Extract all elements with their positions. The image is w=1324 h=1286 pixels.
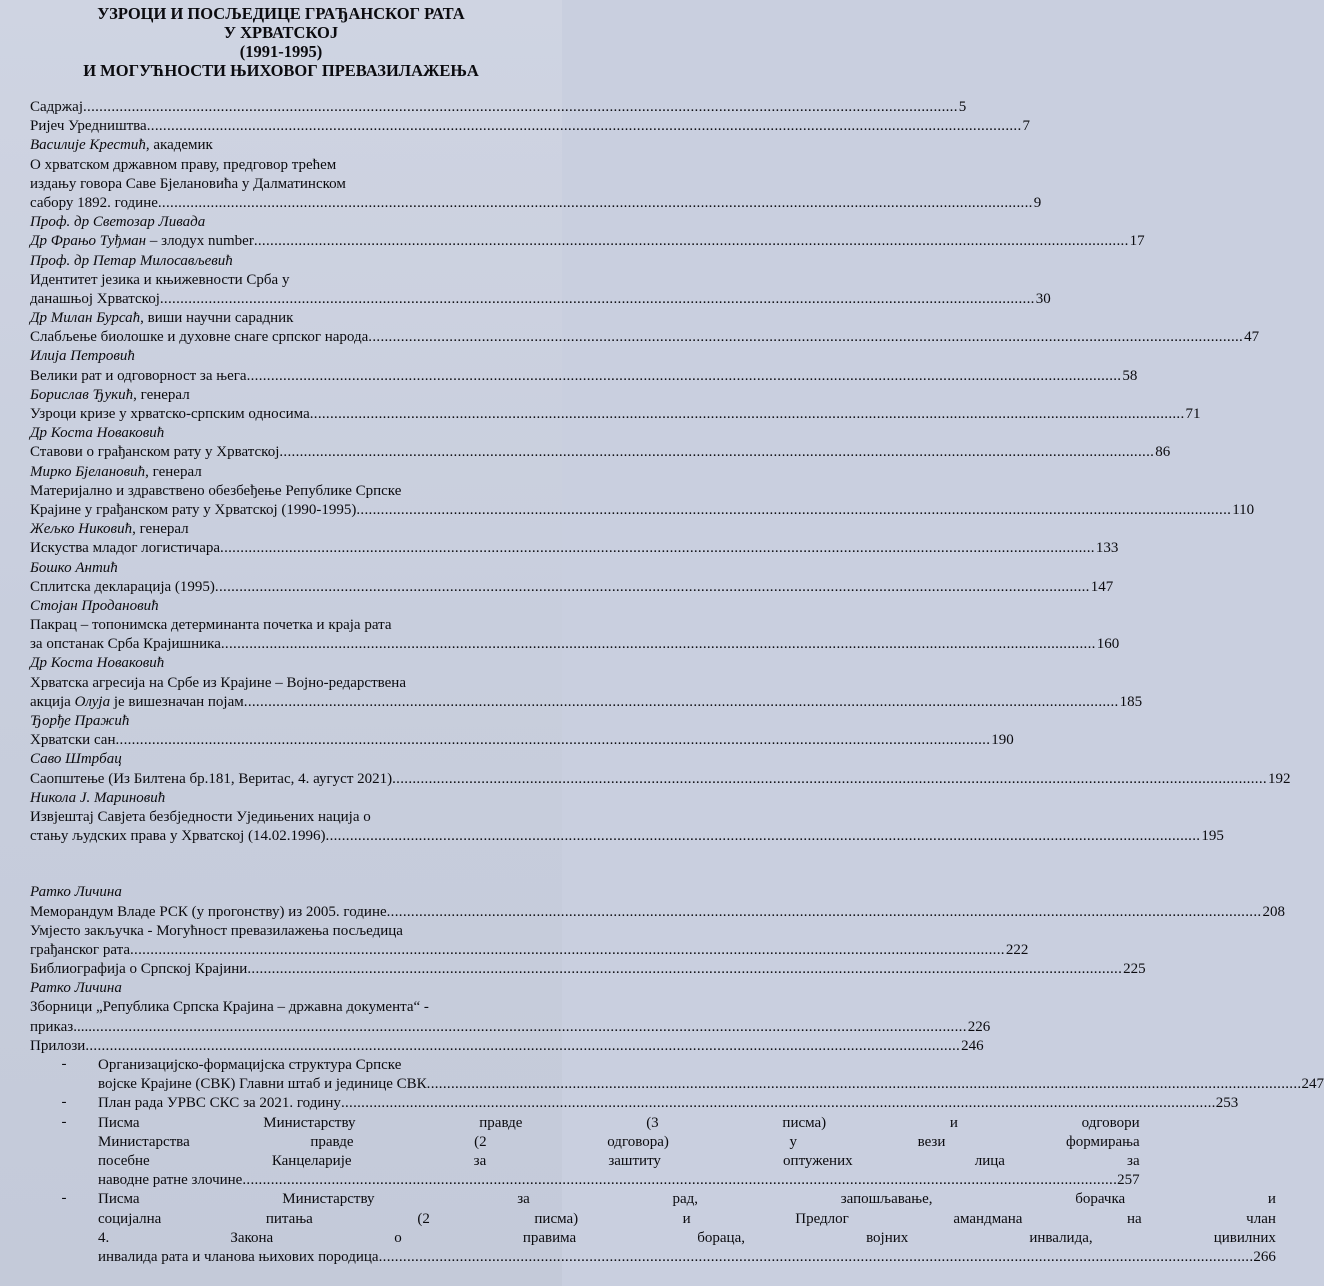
title-line-4: И МОГУЋНОСТИ ЊИХОВОГ ПРЕВАЗИЛАЖЕЊА — [83, 61, 479, 80]
toc-title-line: О хрватском државном праву, предговор трећем — [30, 156, 337, 173]
toc-author: Бошко Антић — [30, 559, 118, 576]
toc-entry: Слабљење биолошке и духовне снаге српског народа ..... 47 — [30, 328, 518, 347]
dot-leader — [242, 1171, 1117, 1190]
toc-entry: сабору 1892. године ..... 9 — [30, 194, 518, 213]
dot-leader — [160, 290, 1035, 309]
toc-author: Др Коста Новаковић — [30, 655, 165, 672]
toc-title-line: Зборници „Република Српска Крајина – државна документа“ - — [30, 999, 429, 1016]
appendix-line: Писма Министарству за рад, запошљавање, борачка и — [98, 1191, 1276, 1208]
toc-entry: акција Олуја је вишезначан појам ..... 185 — [30, 693, 518, 712]
dot-leader — [247, 960, 1122, 979]
toc-author: Саво Штрбац — [30, 751, 122, 768]
dot-leader — [254, 232, 1129, 251]
dot-leader — [368, 328, 1243, 347]
toc-entry: за опстанак Срба Крајишника ..... 160 — [30, 635, 518, 654]
toc-author: Проф. др Светозар Ливада — [30, 214, 206, 231]
dot-leader — [356, 501, 1231, 520]
appendix-line: Министарства правде (2 одговора) у вези формирања — [98, 1133, 1140, 1150]
appendix-item: - Писма Министарству за рад, запошљавање, борачка и социјална питања (2 писма) и Предлог амандмана на члан 4. Закона о правима бораца, војних инвалида, цивилних инвалида рата и чланова њихових породица ..... 266 — [30, 1190, 518, 1267]
dot-leader — [92, 1018, 967, 1037]
dot-leader — [147, 117, 1022, 136]
toc-entry: Библиографија о Српској Крајини ..... 225 — [30, 960, 518, 979]
dot-leader — [115, 731, 990, 750]
title-line-1: УЗРОЦИ И ПОСЉЕДИЦЕ ГРАЂАНСКОГ РАТА — [97, 4, 465, 23]
toc-author: Борислав Ђукић, генерал — [30, 386, 190, 403]
toc-author: Ратко Личина — [30, 980, 122, 997]
toc-entry: Меморандум Владе РСК (у прогонству) из 2005. године ..... 208 — [30, 903, 518, 922]
toc-entry: грађанског рата ..... 222 — [30, 941, 518, 960]
toc-author: Др Коста Новаковић — [30, 425, 165, 442]
bullet-dash: - — [61, 1056, 67, 1072]
dot-leader — [83, 98, 958, 117]
dot-leader — [387, 903, 1262, 922]
dot-leader — [279, 443, 1154, 462]
dot-leader — [427, 1075, 1302, 1094]
dot-leader — [130, 941, 1005, 960]
document-title-block — [0, 4, 562, 80]
appendix-line: посебне Канцеларије за заштиту оптужених лица за — [98, 1152, 1140, 1169]
dot-leader — [392, 770, 1267, 789]
toc-entry: приказ..... ..... 226 — [30, 1018, 518, 1037]
dot-leader — [341, 1094, 1216, 1113]
toc-entry: Хрватски сан ..... 190 — [30, 731, 518, 750]
toc-author: Др Милан Бурсаћ, виши научни сарадник — [30, 310, 294, 327]
toc-title-line: Материјално и здравствено обезбеђење Републике Српске — [30, 482, 402, 499]
toc-entry: Узроци кризе у хрватско-српским односима ..... 71 — [30, 405, 518, 424]
toc-author: Ратко Личина — [30, 884, 122, 901]
appendix-line: Писма Министарству правде (3 писма) и одговори — [98, 1114, 1140, 1131]
toc-author: Проф. др Петар Милосављевић — [30, 252, 233, 269]
toc-entry: Ријеч Уредништва ..... 7 — [30, 117, 518, 136]
dot-leader — [244, 693, 1119, 712]
dot-leader — [215, 578, 1090, 597]
bullet-dash: - — [61, 1113, 67, 1130]
dot-leader — [310, 405, 1185, 424]
dot-leader — [379, 1248, 1254, 1267]
appendix-line: Организацијско-формацијска структура Српске — [98, 1057, 402, 1073]
dot-leader — [247, 367, 1122, 386]
title-line-2: У ХРВАТСКОЈ — [223, 23, 339, 42]
toc-entry: данашњој Хрватској ..... 30 — [30, 290, 518, 309]
toc-entry: Др Фрањо Туђман – злодух number ..... 17 — [30, 232, 518, 251]
toc-author: Илија Петровић — [30, 348, 135, 365]
toc-author: Стојан Продановић — [30, 597, 159, 614]
toc-author: Жељко Никовић, генерал — [30, 521, 189, 538]
toc-title-line: Умјесто закључка - Могућност превазилажења посљедица — [30, 922, 403, 939]
toc-title-line: Хрватска агресија на Србе из Крајине – Војно-редарствена — [30, 674, 406, 691]
appendix-item: - Писма Министарству правде (3 писма) и одговори Министарства правде (2 одговора) у вези формирања посебне Канцеларије за заштиту оптужених лица за наводне ратне злочине ..... 257 — [30, 1114, 518, 1191]
toc-entry: Прилози ..... 246 — [30, 1037, 518, 1056]
appendix-item: - План рада УРВС СКС за 2021. годину ..... 253 — [30, 1094, 518, 1113]
toc-entry: Велики рат и одговорност за њега ..... 58 — [30, 367, 518, 386]
appendix-line: 4. Закона о правима бораца, војних инвалида, цивилних — [98, 1229, 1276, 1246]
table-of-contents — [30, 98, 1324, 1267]
bullet-dash: - — [61, 1094, 67, 1111]
toc-author: Ђорђе Пражић — [30, 713, 130, 729]
toc-author: Мирко Бјелановић, генерал — [30, 463, 202, 480]
appendix-item: - Организацијско-формацијска структура Српске војске Крајине (СВК) Главни штаб и јединице СВК ..... 247 — [30, 1056, 518, 1094]
dot-leader — [158, 194, 1033, 213]
dot-leader — [220, 539, 1095, 558]
toc-entry: Ставови о грађанском рату у Хрватској ..... 86 — [30, 443, 518, 462]
toc-entry: Крајине у грађанском рату у Хрватској (1990-1995) ..... 110 — [30, 501, 518, 520]
toc-title-line: Идентитет језика и књижевности Срба у — [30, 271, 290, 288]
toc-entry: Саопштење (Из Билтена бр.181, Веритас, 4. аугуст 2021) ..... 192 — [30, 770, 518, 789]
toc-entry: Искуства младог логистичара ..... 133 — [30, 539, 518, 558]
toc-title-line: Пакрац – топонимска детерминанта почетка и краја рата — [30, 617, 392, 634]
toc-entry: Садржај ..... 5 — [30, 98, 518, 117]
toc-entry: Сплитска декларација (1995) ..... 147 — [30, 578, 518, 597]
toc-title-line: издању говора Саве Бјелановића у Далматинском — [30, 175, 346, 192]
dot-leader — [85, 1037, 960, 1056]
toc-author: Василије Крестић, академик — [30, 137, 213, 154]
toc-entry: стању људских права у Хрватској (14.02.1996) ..... 195 — [30, 827, 518, 846]
bullet-dash: - — [61, 1190, 67, 1207]
dot-leader — [326, 827, 1201, 846]
toc-title-line: Извјештај Савјета безбједности Уједињених нација о — [30, 808, 371, 825]
dot-leader — [221, 635, 1096, 654]
title-line-3: (1991-1995) — [239, 42, 323, 61]
appendix-line: социјална питања (2 писма) и Предлог амандмана на члан — [98, 1210, 1276, 1227]
toc-author: Никола Ј. Мариновић — [30, 789, 166, 806]
